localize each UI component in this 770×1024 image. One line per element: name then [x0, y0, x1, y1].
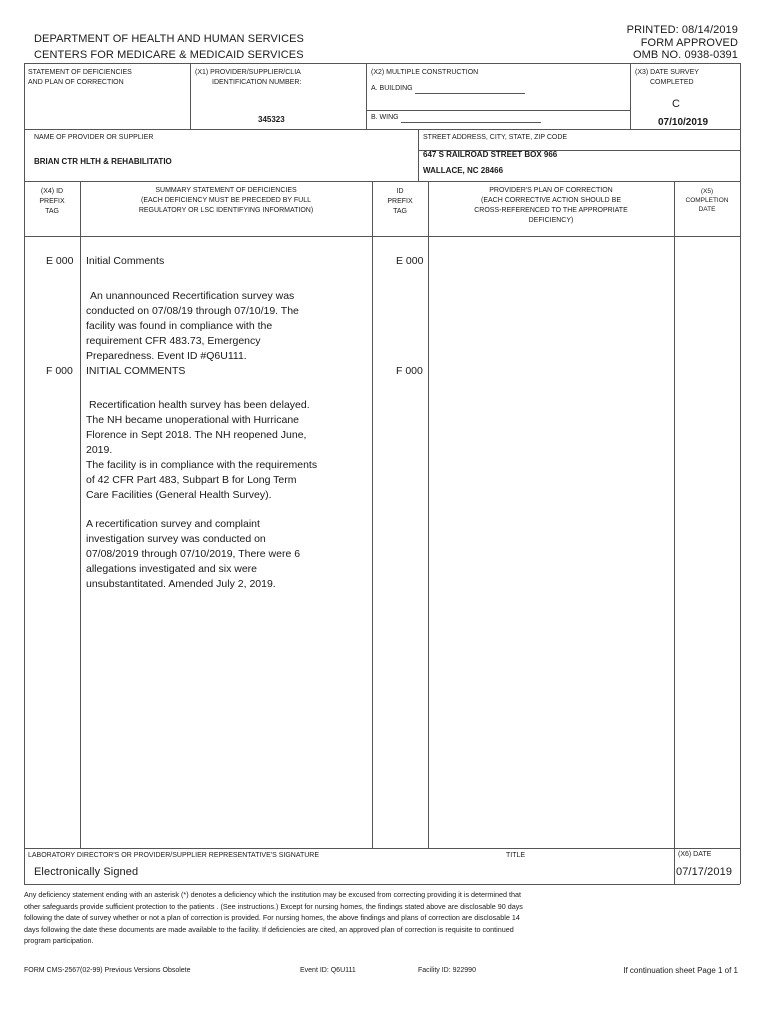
address-line-2: WALLACE, NC 28466 — [423, 166, 504, 175]
x2-label: (X2) MULTIPLE CONSTRUCTION — [371, 69, 479, 76]
e000-prefix-tag: E 000 — [46, 255, 74, 267]
col-line-3 — [428, 181, 429, 848]
id-header-1: ID — [396, 188, 404, 195]
building-blank — [415, 84, 525, 94]
x5-header-1: (X5) — [700, 188, 714, 195]
facility-id: Facility ID: 922990 — [418, 967, 476, 974]
divider-2 — [24, 181, 740, 182]
x3-label-2: COMPLETED — [650, 79, 694, 86]
x4-header-1: (X4) ID — [40, 188, 64, 195]
col-line-2 — [372, 181, 373, 848]
wing-blank — [401, 113, 541, 123]
e000-title: Initial Comments — [86, 255, 165, 267]
survey-completed-date: 07/10/2019 — [658, 117, 709, 128]
box-divider-1 — [190, 63, 191, 129]
x1-label-2: IDENTIFICATION NUMBER: — [212, 79, 302, 86]
address-label: STREET ADDRESS, CITY, STATE, ZIP CODE — [423, 134, 568, 141]
event-id: Event ID: Q6U111 — [300, 967, 356, 974]
x2-divider — [366, 110, 630, 111]
x5-header-2: COMPLETION — [685, 197, 729, 204]
plan-header-1: PROVIDER'S PLAN OF CORRECTION — [489, 187, 613, 194]
x5-header — [674, 187, 740, 214]
f000-body-1: Recertification health survey has been delayed. The NH became unoperational with Hurricane Florence in Sept 2018. The NH reopened June, 2019. The facility is in compliance with the requirements of 42 CFR Part 483, Subpart B for Long Term Care Facilities (General Health Survey). — [86, 399, 318, 501]
survey-letter: C — [672, 98, 681, 110]
department-title: DEPARTMENT OF HEALTH AND HUMAN SERVICES — [34, 33, 304, 45]
disclaimer-text: Any deficiency statement ending with an asterisk (*) denotes a deficiency which the institution may be excused from correcting providing it is determined that other safeguards provide sufficient protection to the patients . (See instructions.) Except for nursing homes, the findings stated above are disclosable 90 days following the date of survey whether or not a plan of correction is provided. For nursing homes, the above findings and plans of correction are disclosable 14 days following the date these documents are made available to the facility. If deficiencies are cited, an approved plan of correction is requisite to continued program participation. — [24, 890, 523, 945]
x2-building-label — [371, 84, 525, 94]
title-label: TITLE — [506, 852, 526, 859]
x5-header-3: DATE — [698, 206, 716, 213]
printed-date: PRINTED: 08/14/2019 — [626, 24, 738, 36]
id-header-2: PREFIX — [387, 198, 413, 205]
provider-name: BRIAN CTR HLTH & REHABILITATIO — [34, 157, 172, 166]
e000-id-tag: E 000 — [396, 255, 424, 267]
address-line-1: 647 S RAILROAD STREET BOX 966 — [423, 150, 558, 159]
divider-1 — [24, 129, 740, 130]
signature-value: Electronically Signed — [34, 866, 139, 878]
signature-label: LABORATORY DIRECTOR'S OR PROVIDER/SUPPLIER REPRESENTATIVE'S SIGNATURE — [28, 852, 320, 859]
summary-header-3: REGULATORY OR LSC IDENTIFYING INFORMATION) — [138, 207, 314, 214]
summary-header-2: (EACH DEFICIENCY MUST BE PRECEDED BY FULL — [141, 197, 311, 204]
sig-divider — [674, 848, 675, 884]
statement-label-1: STATEMENT OF DEFICIENCIES — [28, 69, 132, 76]
id-header-3: TAG — [393, 208, 407, 215]
f000-title: INITIAL COMMENTS — [86, 365, 186, 377]
frame-top — [24, 63, 740, 64]
x1-label-1: (X1) PROVIDER/SUPPLIER/CLIA — [195, 69, 301, 76]
col-line-1 — [80, 181, 81, 848]
plan-header-2: (EACH CORRECTIVE ACTION SHOULD BE — [480, 197, 622, 204]
x2-wing-label — [371, 113, 541, 123]
box-divider-2 — [366, 63, 367, 129]
x3-label-1: (X3) DATE SURVEY — [635, 69, 699, 76]
x4-header — [24, 187, 80, 217]
plan-header-3: CROSS-REFERENCED TO THE APPROPRIATE — [474, 207, 628, 214]
page-number: If continuation sheet Page 1 of 1 — [623, 966, 738, 975]
agency-title: CENTERS FOR MEDICARE & MEDICAID SERVICES — [34, 49, 304, 61]
wing-label-text: B. WING — [371, 114, 399, 121]
summary-header — [80, 186, 372, 216]
f000-prefix-tag: F 000 — [46, 365, 73, 377]
divider-3 — [24, 236, 740, 237]
omb-number: OMB NO. 0938-0391 — [632, 49, 738, 61]
form-approved: FORM APPROVED — [640, 37, 738, 49]
col-line-4 — [674, 181, 675, 848]
e000-body: An unannounced Recertification survey was conducted on 07/08/19 through 07/10/19. The facility was found in compliance with the requirement CFR 483.73, Emergency Preparedness. Event ID #Q6U111. — [86, 290, 299, 362]
x4-header-3: TAG — [45, 208, 59, 215]
plan-header-4: DEFICIENCY) — [528, 217, 574, 224]
building-label-text: A. BUILDING — [371, 85, 413, 92]
x6-date-label: (X6) DATE — [678, 851, 712, 858]
provider-id-number: 345323 — [258, 115, 285, 124]
frame-right — [740, 63, 741, 884]
statement-label-2: AND PLAN OF CORRECTION — [28, 79, 124, 86]
signature-date: 07/17/2019 — [676, 866, 733, 878]
box-divider-3 — [630, 63, 631, 129]
form-number: FORM CMS-2567(02-99) Previous Versions Obsolete — [24, 967, 191, 974]
f000-body-2: A recertification survey and complaint investigation survey was conducted on 07/08/2019 through 07/10/2019, There were 6 allegations investigated and six were unsubstantitated. Amended July 2, 2019. — [86, 518, 301, 590]
provider-name-label: NAME OF PROVIDER OR SUPPLIER — [34, 134, 154, 141]
x4-header-2: PREFIX — [39, 198, 65, 205]
f000-id-tag: F 000 — [396, 365, 423, 377]
plan-header — [428, 186, 674, 226]
divider-5 — [24, 884, 740, 885]
summary-header-1: SUMMARY STATEMENT OF DEFICIENCIES — [155, 187, 297, 194]
id-header — [372, 187, 428, 217]
box-divider-4 — [418, 129, 419, 181]
divider-4 — [24, 848, 740, 849]
